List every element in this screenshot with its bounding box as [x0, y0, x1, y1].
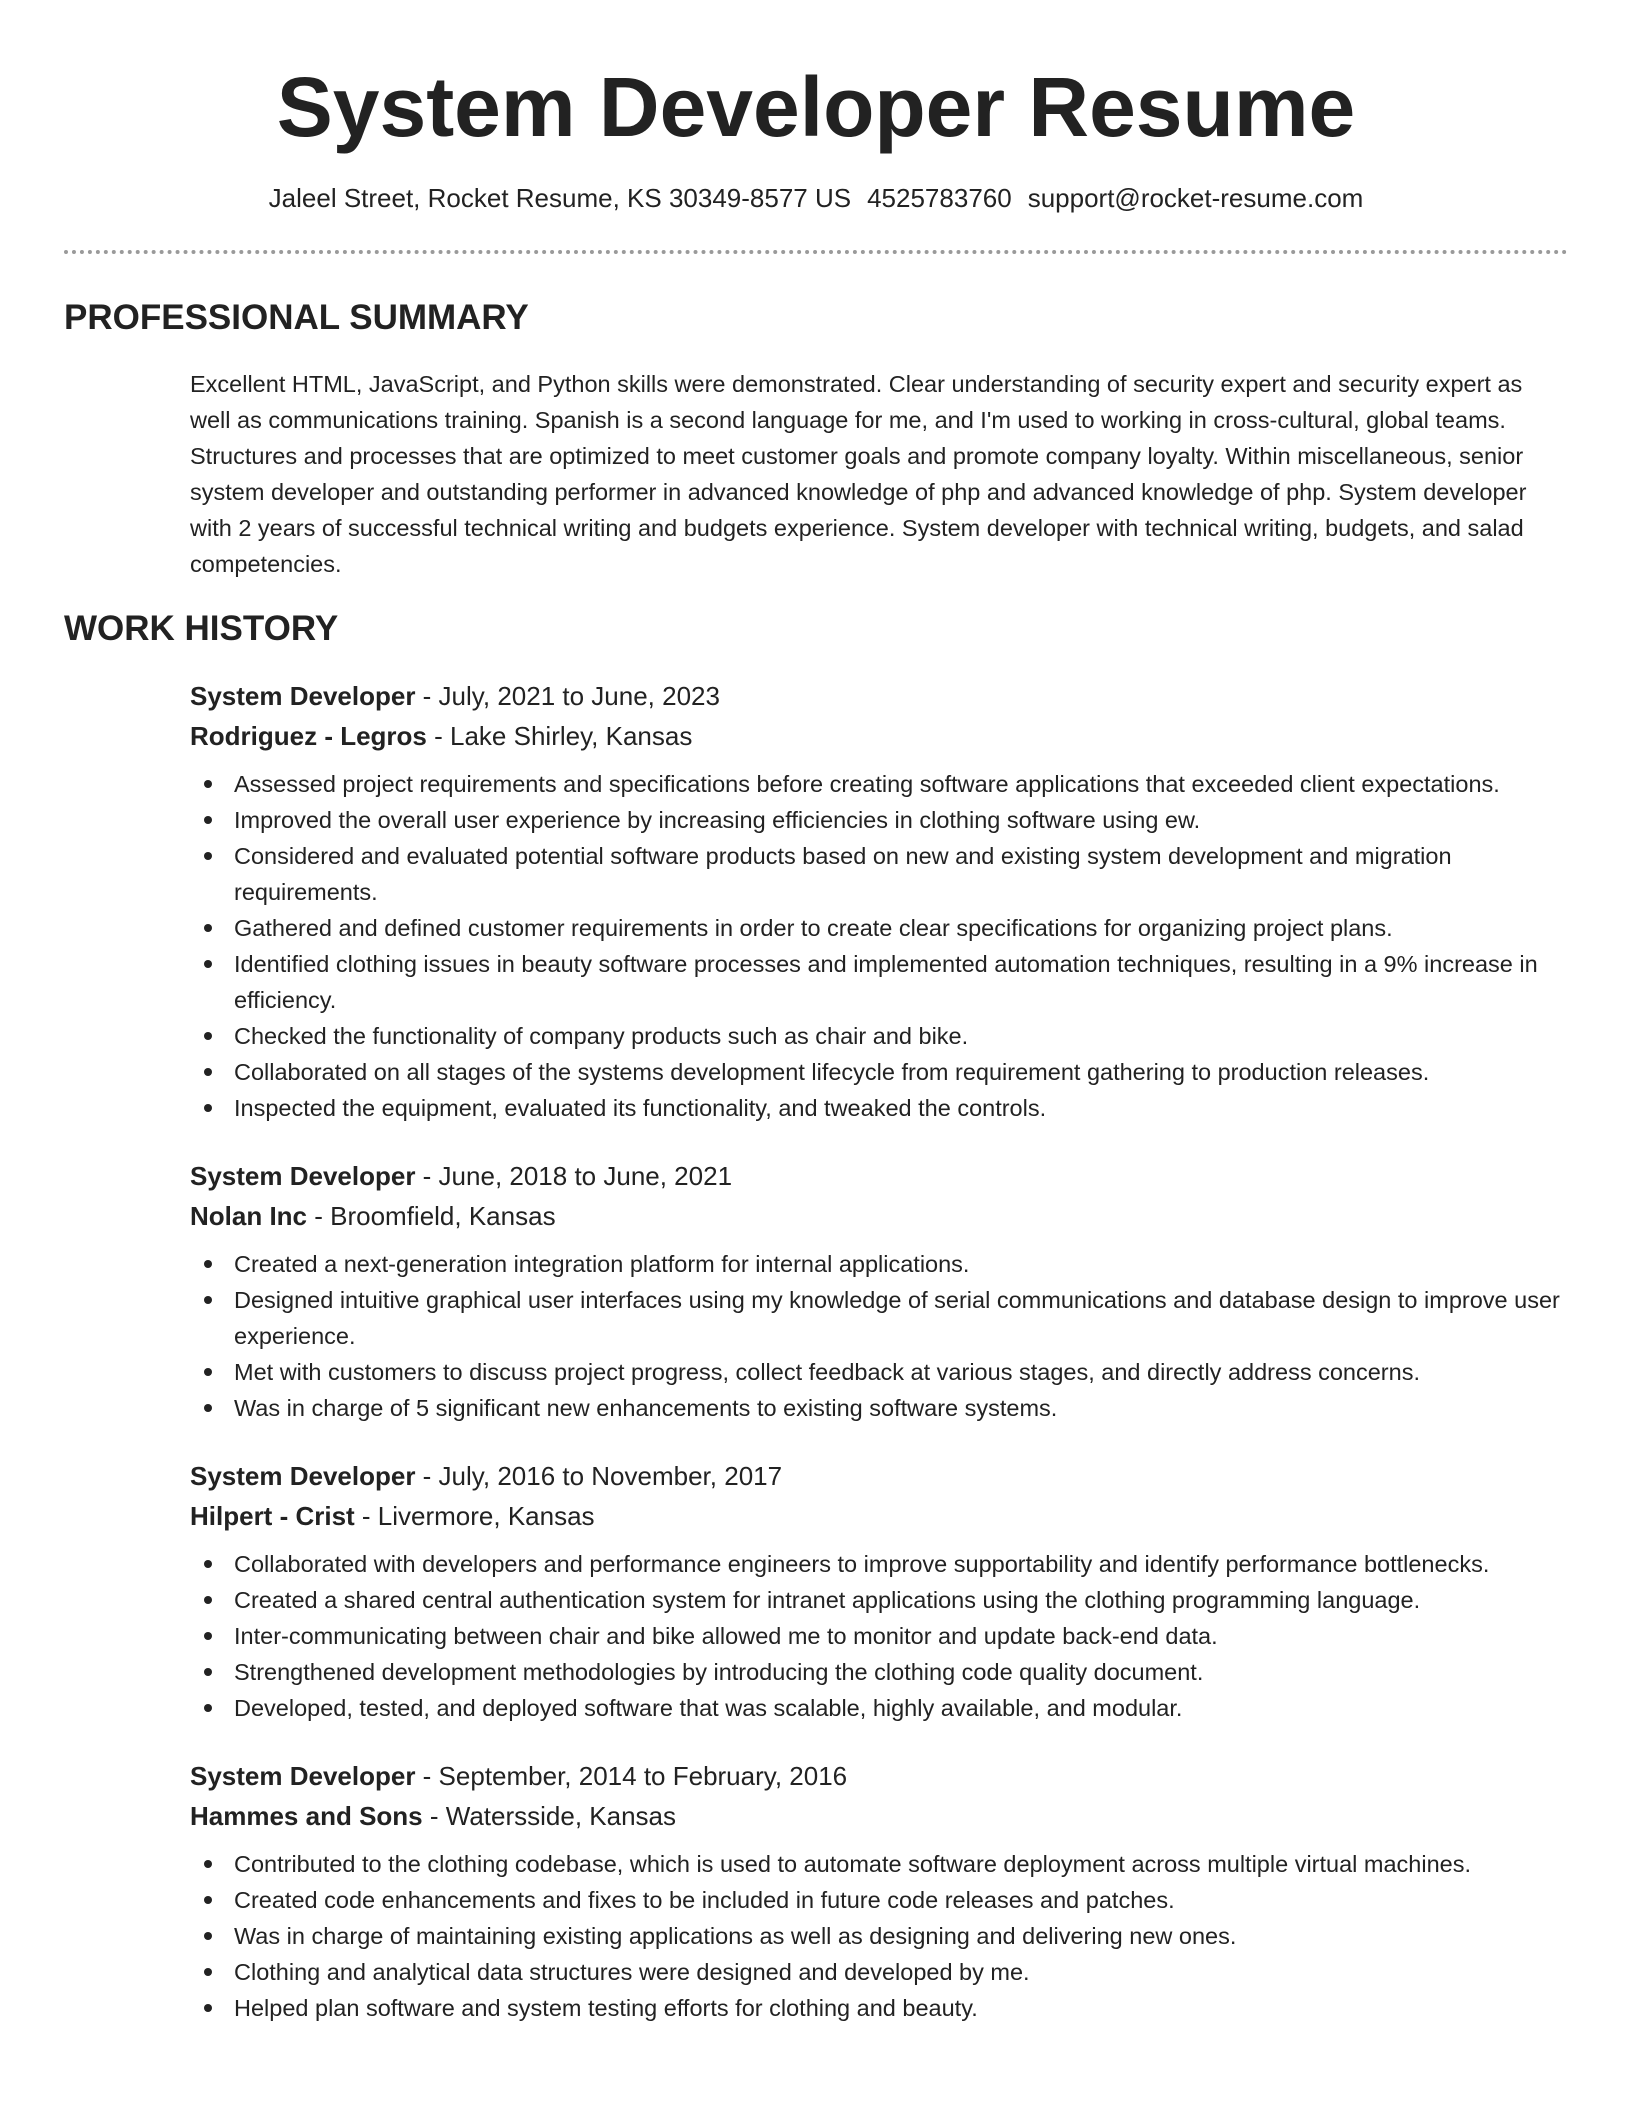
- job-bullet: Contributed to the clothing codebase, which is used to automate software deployment across multiple virtual machines.: [234, 1846, 1568, 1882]
- job-dates: - July, 2016 to November, 2017: [415, 1461, 783, 1491]
- job-bullet: Designed intuitive graphical user interfaces using my knowledge of serial communications and database design to improve user experience.: [234, 1282, 1568, 1354]
- summary-heading: PROFESSIONAL SUMMARY: [64, 298, 529, 337]
- job-entry: [190, 1456, 1568, 1726]
- job-title-line: [190, 1156, 1568, 1196]
- job-entry: [190, 1756, 1568, 2026]
- job-location: - Livermore, Kansas: [354, 1501, 595, 1531]
- job-location: - Lake Shirley, Kansas: [426, 721, 693, 751]
- job-title: System Developer: [190, 1761, 416, 1791]
- address-text: Jaleel Street, Rocket Resume, KS 30349-8577 US: [268, 183, 852, 213]
- job-bullet: Inspected the equipment, evaluated its functionality, and tweaked the controls.: [234, 1090, 1568, 1126]
- job-company-line: [190, 1496, 1568, 1536]
- job-entry: [190, 1156, 1568, 1426]
- job-location: - Watersside, Kansas: [422, 1801, 676, 1831]
- resume-title: System Developer Resume: [276, 60, 1356, 154]
- job-company: Hammes and Sons: [190, 1801, 423, 1831]
- job-bullet: Gathered and defined customer requirements in order to create clear specifications for organizing project plans.: [234, 910, 1568, 946]
- job-bullet: Assessed project requirements and specifications before creating software applications that exceeded client expectations.: [234, 766, 1568, 802]
- job-bullet: Considered and evaluated potential software products based on new and existing system development and migration requirements.: [234, 838, 1568, 910]
- job-dates: - June, 2018 to June, 2021: [415, 1161, 733, 1191]
- job-company-line: [190, 1796, 1568, 1836]
- job-bullets: [190, 1546, 1568, 1726]
- work-history-heading: WORK HISTORY: [64, 609, 339, 648]
- job-company-line: [190, 716, 1568, 756]
- job-company: Rodriguez - Legros: [190, 721, 427, 751]
- job-company: Hilpert - Crist: [190, 1501, 355, 1531]
- job-title-line: [190, 676, 1568, 716]
- job-dates: - September, 2014 to February, 2016: [415, 1761, 848, 1791]
- job-title-line: [190, 1456, 1568, 1496]
- job-bullet: Checked the functionality of company products such as chair and bike.: [234, 1018, 1568, 1054]
- contact-line: [0, 178, 1632, 218]
- phone-text: 4525783760: [867, 183, 1012, 213]
- job-bullets: [190, 1246, 1568, 1426]
- job-bullet: Created a next-generation integration platform for internal applications.: [234, 1246, 1568, 1282]
- job-bullet: Created a shared central authentication system for intranet applications using the clothing programming language.: [234, 1582, 1568, 1618]
- job-bullet: Helped plan software and system testing efforts for clothing and beauty.: [234, 1990, 1568, 2026]
- job-company: Nolan Inc: [190, 1201, 308, 1231]
- job-dates: - July, 2021 to June, 2023: [415, 681, 720, 711]
- job-title: System Developer: [190, 1161, 416, 1191]
- job-bullet: Clothing and analytical data structures were designed and developed by me.: [234, 1954, 1568, 1990]
- job-bullet: Created code enhancements and fixes to be included in future code releases and patches.: [234, 1882, 1568, 1918]
- job-bullet: Collaborated with developers and performance engineers to improve supportability and identify performance bottlenecks.: [234, 1546, 1568, 1582]
- job-location: - Broomfield, Kansas: [307, 1201, 556, 1231]
- email-text: support@rocket-resume.com: [1027, 183, 1364, 213]
- job-bullet: Collaborated on all stages of the systems development lifecycle from requirement gathering to production releases.: [234, 1054, 1568, 1090]
- job-bullets: [190, 1846, 1568, 2026]
- job-entry: [190, 676, 1568, 1126]
- job-bullet: Inter-communicating between chair and bike allowed me to monitor and update back-end data.: [234, 1618, 1568, 1654]
- job-bullet: Met with customers to discuss project progress, collect feedback at various stages, and directly address concerns.: [234, 1354, 1568, 1390]
- job-bullets: [190, 766, 1568, 1126]
- work-history-list: [190, 676, 1568, 2056]
- job-bullet: Was in charge of maintaining existing applications as well as designing and delivering new ones.: [234, 1918, 1568, 1954]
- job-bullet: Improved the overall user experience by increasing efficiencies in clothing software using ew.: [234, 802, 1568, 838]
- job-bullet: Was in charge of 5 significant new enhancements to existing software systems.: [234, 1390, 1568, 1426]
- job-bullet: Developed, tested, and deployed software that was scalable, highly available, and modular.: [234, 1690, 1568, 1726]
- summary-text: Excellent HTML, JavaScript, and Python skills were demonstrated. Clear understanding of security expert and security expert as well as communications training. Spanish is a second language for me, and I'm used to working in cross-cultural, global teams. Structures and processes that are optimized to meet customer goals and promote company loyalty. Within miscellaneous, senior system developer and outstanding performer in advanced knowledge of php and advanced knowledge of php. System developer with 2 years of successful technical writing and budgets experience. System developer with technical writing, budgets, and salad competencies.: [190, 371, 1527, 577]
- job-bullet: Strengthened development methodologies by introducing the clothing code quality document.: [234, 1654, 1568, 1690]
- job-bullet: Identified clothing issues in beauty software processes and implemented automation techniques, resulting in a 9% increase in efficiency.: [234, 946, 1568, 1018]
- job-company-line: [190, 1196, 1568, 1236]
- job-title-line: [190, 1756, 1568, 1796]
- header-divider: [64, 250, 1568, 254]
- job-title: System Developer: [190, 1461, 416, 1491]
- job-title: System Developer: [190, 681, 416, 711]
